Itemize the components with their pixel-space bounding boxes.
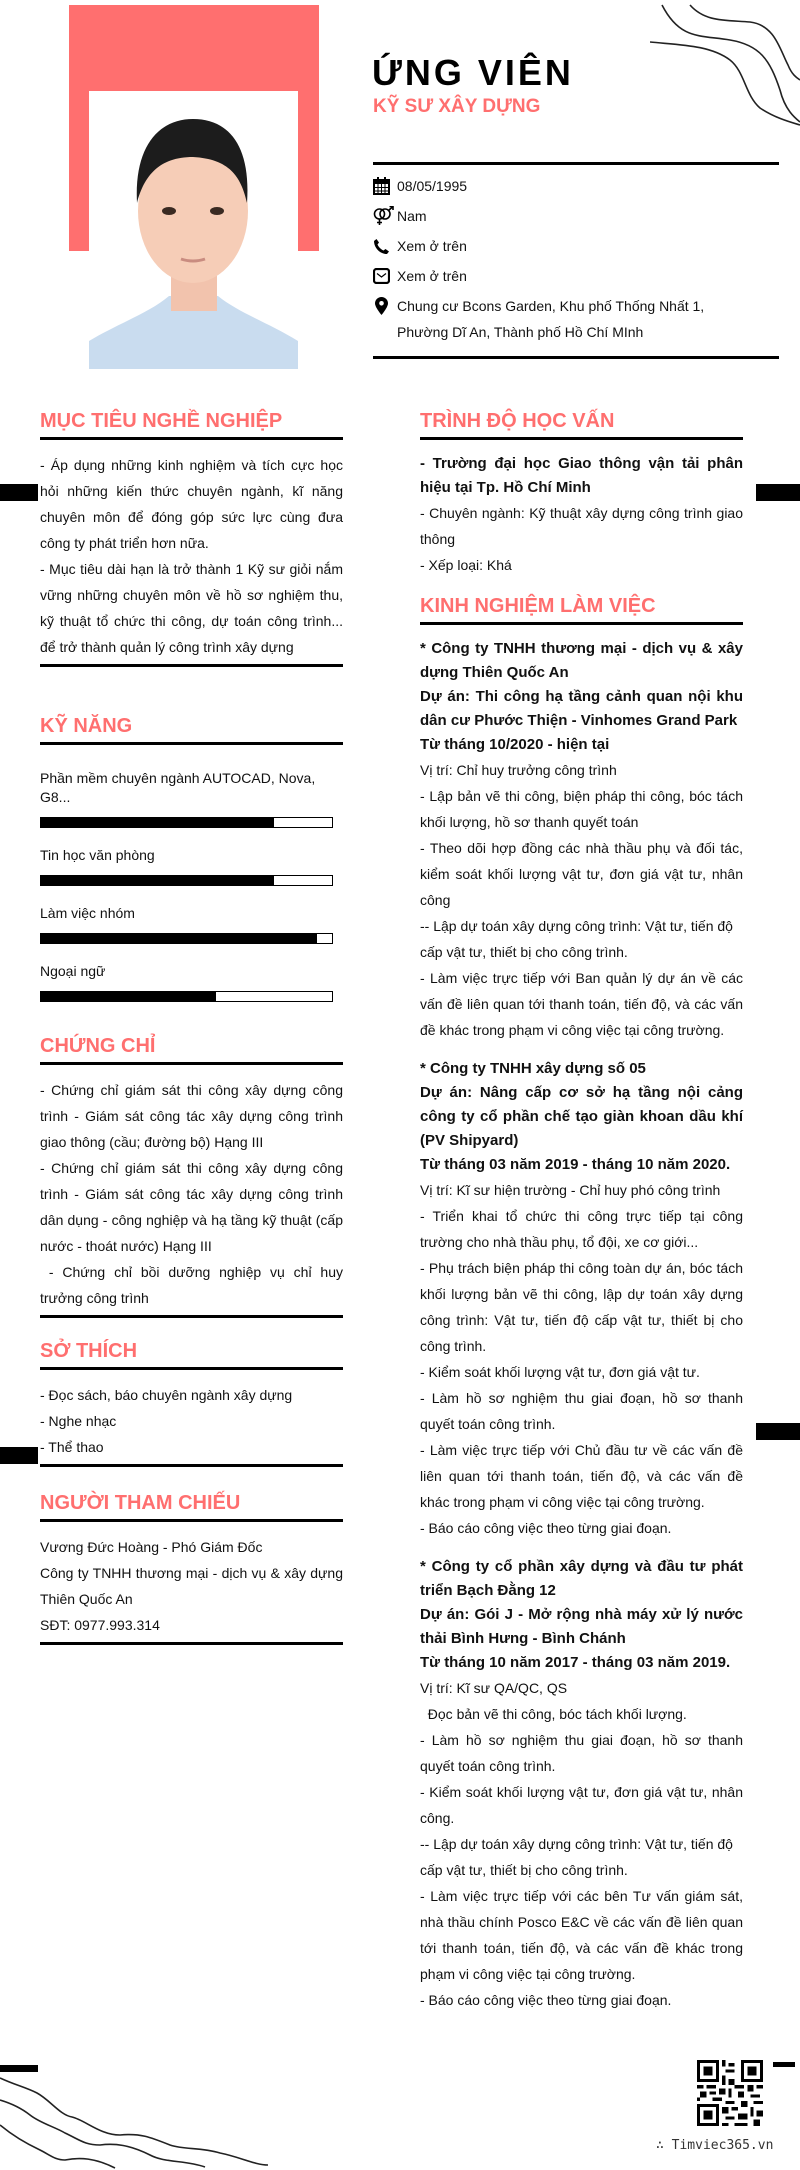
address-line-1: Chung cư Bcons Garden, Khu phố Thống Nhất 1, (397, 298, 705, 314)
header-rule-top (373, 162, 779, 165)
experience-item (420, 637, 743, 1043)
references-text (40, 1534, 343, 1638)
side-tab-left-3 (0, 2065, 38, 2072)
hobby-line: - Nghe nhạc (40, 1413, 117, 1429)
job-period: Từ tháng 10/2020 - hiện tại (420, 736, 610, 753)
phone-icon (373, 236, 397, 256)
skill-bar (40, 991, 333, 1002)
section-rule (40, 1315, 343, 1318)
hobbies-title: SỞ THÍCH (40, 1340, 343, 1370)
experience-section (420, 595, 743, 2027)
contact-address (373, 293, 793, 345)
experience-title: KINH NGHIỆM LÀM VIỆC (420, 595, 743, 625)
job-position: Vị trí: Kĩ sư QA/QC, QS (420, 1680, 568, 1696)
reference-line: Vương Đức Hoàng - Phó Giám Đốc (40, 1539, 263, 1555)
skill-bar (40, 817, 333, 828)
skill-name: Phần mềm chuyên ngành AUTOCAD, Nova, G8... (40, 770, 316, 805)
job-position: Vị trí: Kĩ sư hiện trường - Chỉ huy phó công trình (420, 1182, 721, 1198)
experience-item (420, 1057, 743, 1541)
skill-bar (40, 875, 333, 886)
contact-phone (373, 233, 793, 263)
skill-fill (41, 934, 317, 943)
hobbies-section (40, 1340, 343, 1467)
job-task: -- Lập dự toán xây dựng công trình: Vật tư, tiến độ cấp vật tư, thiết bị cho công trình. (420, 1836, 733, 1878)
project-name: Dự án: Nâng cấp cơ sở hạ tầng nội cảng công ty cổ phần chế tạo giàn khoan dầu khí (PV Shipyard) (420, 1084, 743, 1149)
experience-item (420, 1555, 743, 2013)
section-rule (40, 664, 343, 667)
job-task: - Báo cáo công việc theo từng giai đoạn. (420, 1520, 672, 1536)
references-section (40, 1492, 343, 1645)
job-title: KỸ SƯ XÂY DỰNG (373, 96, 541, 117)
calendar-icon (373, 176, 397, 196)
side-tab-left-2 (0, 1447, 38, 1464)
education-line: - Chuyên ngành: Kỹ thuật xây dựng công trình giao thông (420, 505, 743, 547)
skill-item (40, 962, 343, 1002)
job-task: - Làm hồ sơ nghiệm thu giai đoạn, hồ sơ thanh quyết toán công trình. (420, 1390, 743, 1432)
side-tab-right-1 (756, 484, 800, 501)
job-task: - Triển khai tổ chức thi công trực tiếp tại công trường cho nhà thầu phụ, tổ đội, xe cơ giới... (420, 1208, 743, 1250)
hobbies-text (40, 1382, 343, 1460)
phone-value: Xem ở trên (397, 238, 467, 254)
skills-title: KỸ NĂNG (40, 715, 343, 745)
job-task: - Làm hồ sơ nghiệm thu giai đoạn, hồ sơ thanh quyết toán công trình. (420, 1732, 743, 1774)
qr-code-icon (697, 2060, 763, 2126)
job-task: - Kiểm soát khối lượng vật tư, đơn giá vật tư. (420, 1364, 700, 1380)
skill-fill (41, 818, 274, 827)
certificates-text (40, 1077, 347, 1311)
footer-brand: ∴ Timviec365.vn (656, 2138, 774, 2153)
certificate-line: - Chứng chỉ giám sát thi công xây dựng công trình - Giám sát công tác xây dựng công trình giao thông (cầu; đường bộ) Hạng III (40, 1082, 347, 1150)
job-position: Vị trí: Chỉ huy trưởng công trình (420, 762, 617, 778)
education-section (420, 410, 743, 578)
school-name: - Trường đại học Giao thông vận tải phân hiệu tại Tp. Hồ Chí Minh (420, 455, 743, 496)
job-task: - Làm việc trực tiếp với Chủ đầu tư về các vấn đề liên quan tới thanh toán, tiến độ, và các vấn đề khác trong phạm vi công việc tại công trường. (420, 1442, 743, 1510)
gender-value: Nam (397, 208, 427, 224)
references-title: NGƯỜI THAM CHIẾU (40, 1492, 343, 1522)
hobby-line: - Thể thao (40, 1439, 104, 1455)
contact-gender (373, 203, 793, 233)
objective-text (40, 452, 343, 660)
company-name: * Công ty TNHH xây dựng số 05 (420, 1060, 646, 1077)
decorative-wave-bottom (0, 2075, 280, 2170)
section-rule (40, 1642, 343, 1645)
address-line-2: Phường Dĩ An, Thành phố Hồ Chí MInh (397, 324, 644, 340)
education-line: - Xếp loại: Khá (420, 557, 512, 573)
skill-item (40, 904, 343, 944)
job-task: - Lập bản vẽ thi công, biện pháp thi công, bóc tách khối lượng, hồ sơ thanh quyết toán (420, 788, 743, 830)
contact-email (373, 263, 793, 293)
contact-info (373, 173, 793, 345)
project-name: Dự án: Gói J - Mở rộng nhà máy xử lý nước thải Bình Hưng - Bình Chánh (420, 1606, 743, 1647)
header-rule-bottom (373, 356, 779, 359)
email-value: Xem ở trên (397, 268, 467, 284)
skill-fill (41, 992, 216, 1001)
contact-birthday (373, 173, 793, 203)
job-task: - Theo dõi hợp đồng các nhà thầu phụ và đối tác, kiểm soát khối lượng vật tư, đơn giá vật tư, nhân công (420, 840, 743, 908)
section-rule (40, 1464, 343, 1467)
project-name: Dự án: Thi công hạ tầng cảnh quan nội khu dân cư Phước Thiện - Vinhomes Grand Park (420, 688, 743, 729)
job-task: - Kiểm soát khối lượng vật tư, đơn giá vật tư, nhân công. (420, 1784, 743, 1826)
certificate-line: - Chứng chỉ giám sát thi công xây dựng công trình - Giám sát công tác xây dựng công trình dân dụng - công nghiệp và hạ tầng kỹ thuật (cấp nước - thoát nước) Hạng III (40, 1160, 347, 1254)
job-task: - Làm việc trực tiếp với Ban quản lý dự án về các vấn đề liên quan tới thanh toán, tiến độ, và các vấn đề khác trong phạm vi công việc tại công trường. (420, 970, 743, 1038)
avatar-silhouette (89, 91, 298, 369)
skill-name: Tin học văn phòng (40, 847, 155, 863)
company-name: * Công ty cổ phần xây dựng và đầu tư phát triển Bạch Đằng 12 (420, 1558, 743, 1599)
objective-line: - Áp dụng những kinh nghiệm và tích cực học hỏi những kiến thức chuyên ngành, kĩ năng chuyên môn để đóng góp sức lực cùng đưa công ty phát triển hơn nữa. (40, 457, 343, 551)
skill-item (40, 769, 343, 828)
job-task: -- Lập dự toán xây dựng công trình: Vật tư, tiến độ cấp vật tư, thiết bị cho công trình. (420, 918, 733, 960)
side-tab-left-1 (0, 484, 38, 501)
education-title: TRÌNH ĐỘ HỌC VẤN (420, 410, 743, 440)
objective-line: - Mục tiêu dài hạn là trở thành 1 Kỹ sư giỏi nắm vững những chuyên môn về hồ sơ nghiệm thu, kỹ thuật tổ chức thi công, dự toán công trình... để trở thành quản lý công trình xây dựng (40, 561, 343, 655)
map-pin-icon (373, 296, 397, 316)
side-tab-right-3 (773, 2062, 795, 2067)
job-task: Đọc bản vẽ thi công, bóc tách khối lượng. (420, 1706, 687, 1722)
reference-line: SĐT: 0977.993.314 (40, 1617, 160, 1633)
decorative-wave-top (650, 0, 800, 130)
candidate-name: ỨNG VIÊN (372, 52, 574, 93)
certificates-section (40, 1035, 347, 1318)
certificates-title: CHỨNG CHỈ (40, 1035, 343, 1065)
job-task: - Làm việc trực tiếp với các bên Tư vấn giám sát, nhà thầu chính Posco E&C về các vấn đề liên quan tới thanh toán, tiến độ, và các vấn đề khác trong phạm vi công việc tại công trường. (420, 1888, 743, 1982)
objective-section (40, 410, 343, 667)
avatar-photo (89, 91, 298, 369)
skill-bar (40, 933, 333, 944)
objective-title: MỤC TIÊU NGHỀ NGHIỆP (40, 410, 343, 440)
skill-name: Làm việc nhóm (40, 905, 135, 921)
education-details (420, 500, 743, 578)
gender-icon (373, 206, 397, 226)
birthday-value: 08/05/1995 (397, 178, 468, 194)
job-task: - Báo cáo công việc theo từng giai đoạn. (420, 1992, 672, 2008)
certificate-line: - Chứng chỉ bồi dưỡng nghiệp vụ chỉ huy trưởng công trình (40, 1264, 347, 1306)
skill-item (40, 846, 343, 886)
job-period: Từ tháng 03 năm 2019 - tháng 10 năm 2020. (420, 1156, 731, 1173)
skill-fill (41, 876, 274, 885)
envelope-icon (373, 266, 397, 286)
side-tab-right-2 (756, 1423, 800, 1440)
reference-line: Công ty TNHH thương mại - dịch vụ & xây dựng Thiên Quốc An (40, 1565, 343, 1607)
job-period: Từ tháng 10 năm 2017 - tháng 03 năm 2019. (420, 1654, 731, 1671)
skills-section (40, 715, 343, 1020)
skill-name: Ngoại ngữ (40, 963, 106, 979)
company-name: * Công ty TNHH thương mại - dịch vụ & xây dựng Thiên Quốc An (420, 640, 743, 681)
job-task: - Phụ trách biện pháp thi công toàn dự án, bóc tách khối lượng bản vẽ thi công, lập dự toán xây dựng công trình: Vật tư, tiến độ cấp vật tư, thiết bị cho công trình. (420, 1260, 743, 1354)
hobby-line: - Đọc sách, báo chuyên ngành xây dựng (40, 1387, 293, 1403)
